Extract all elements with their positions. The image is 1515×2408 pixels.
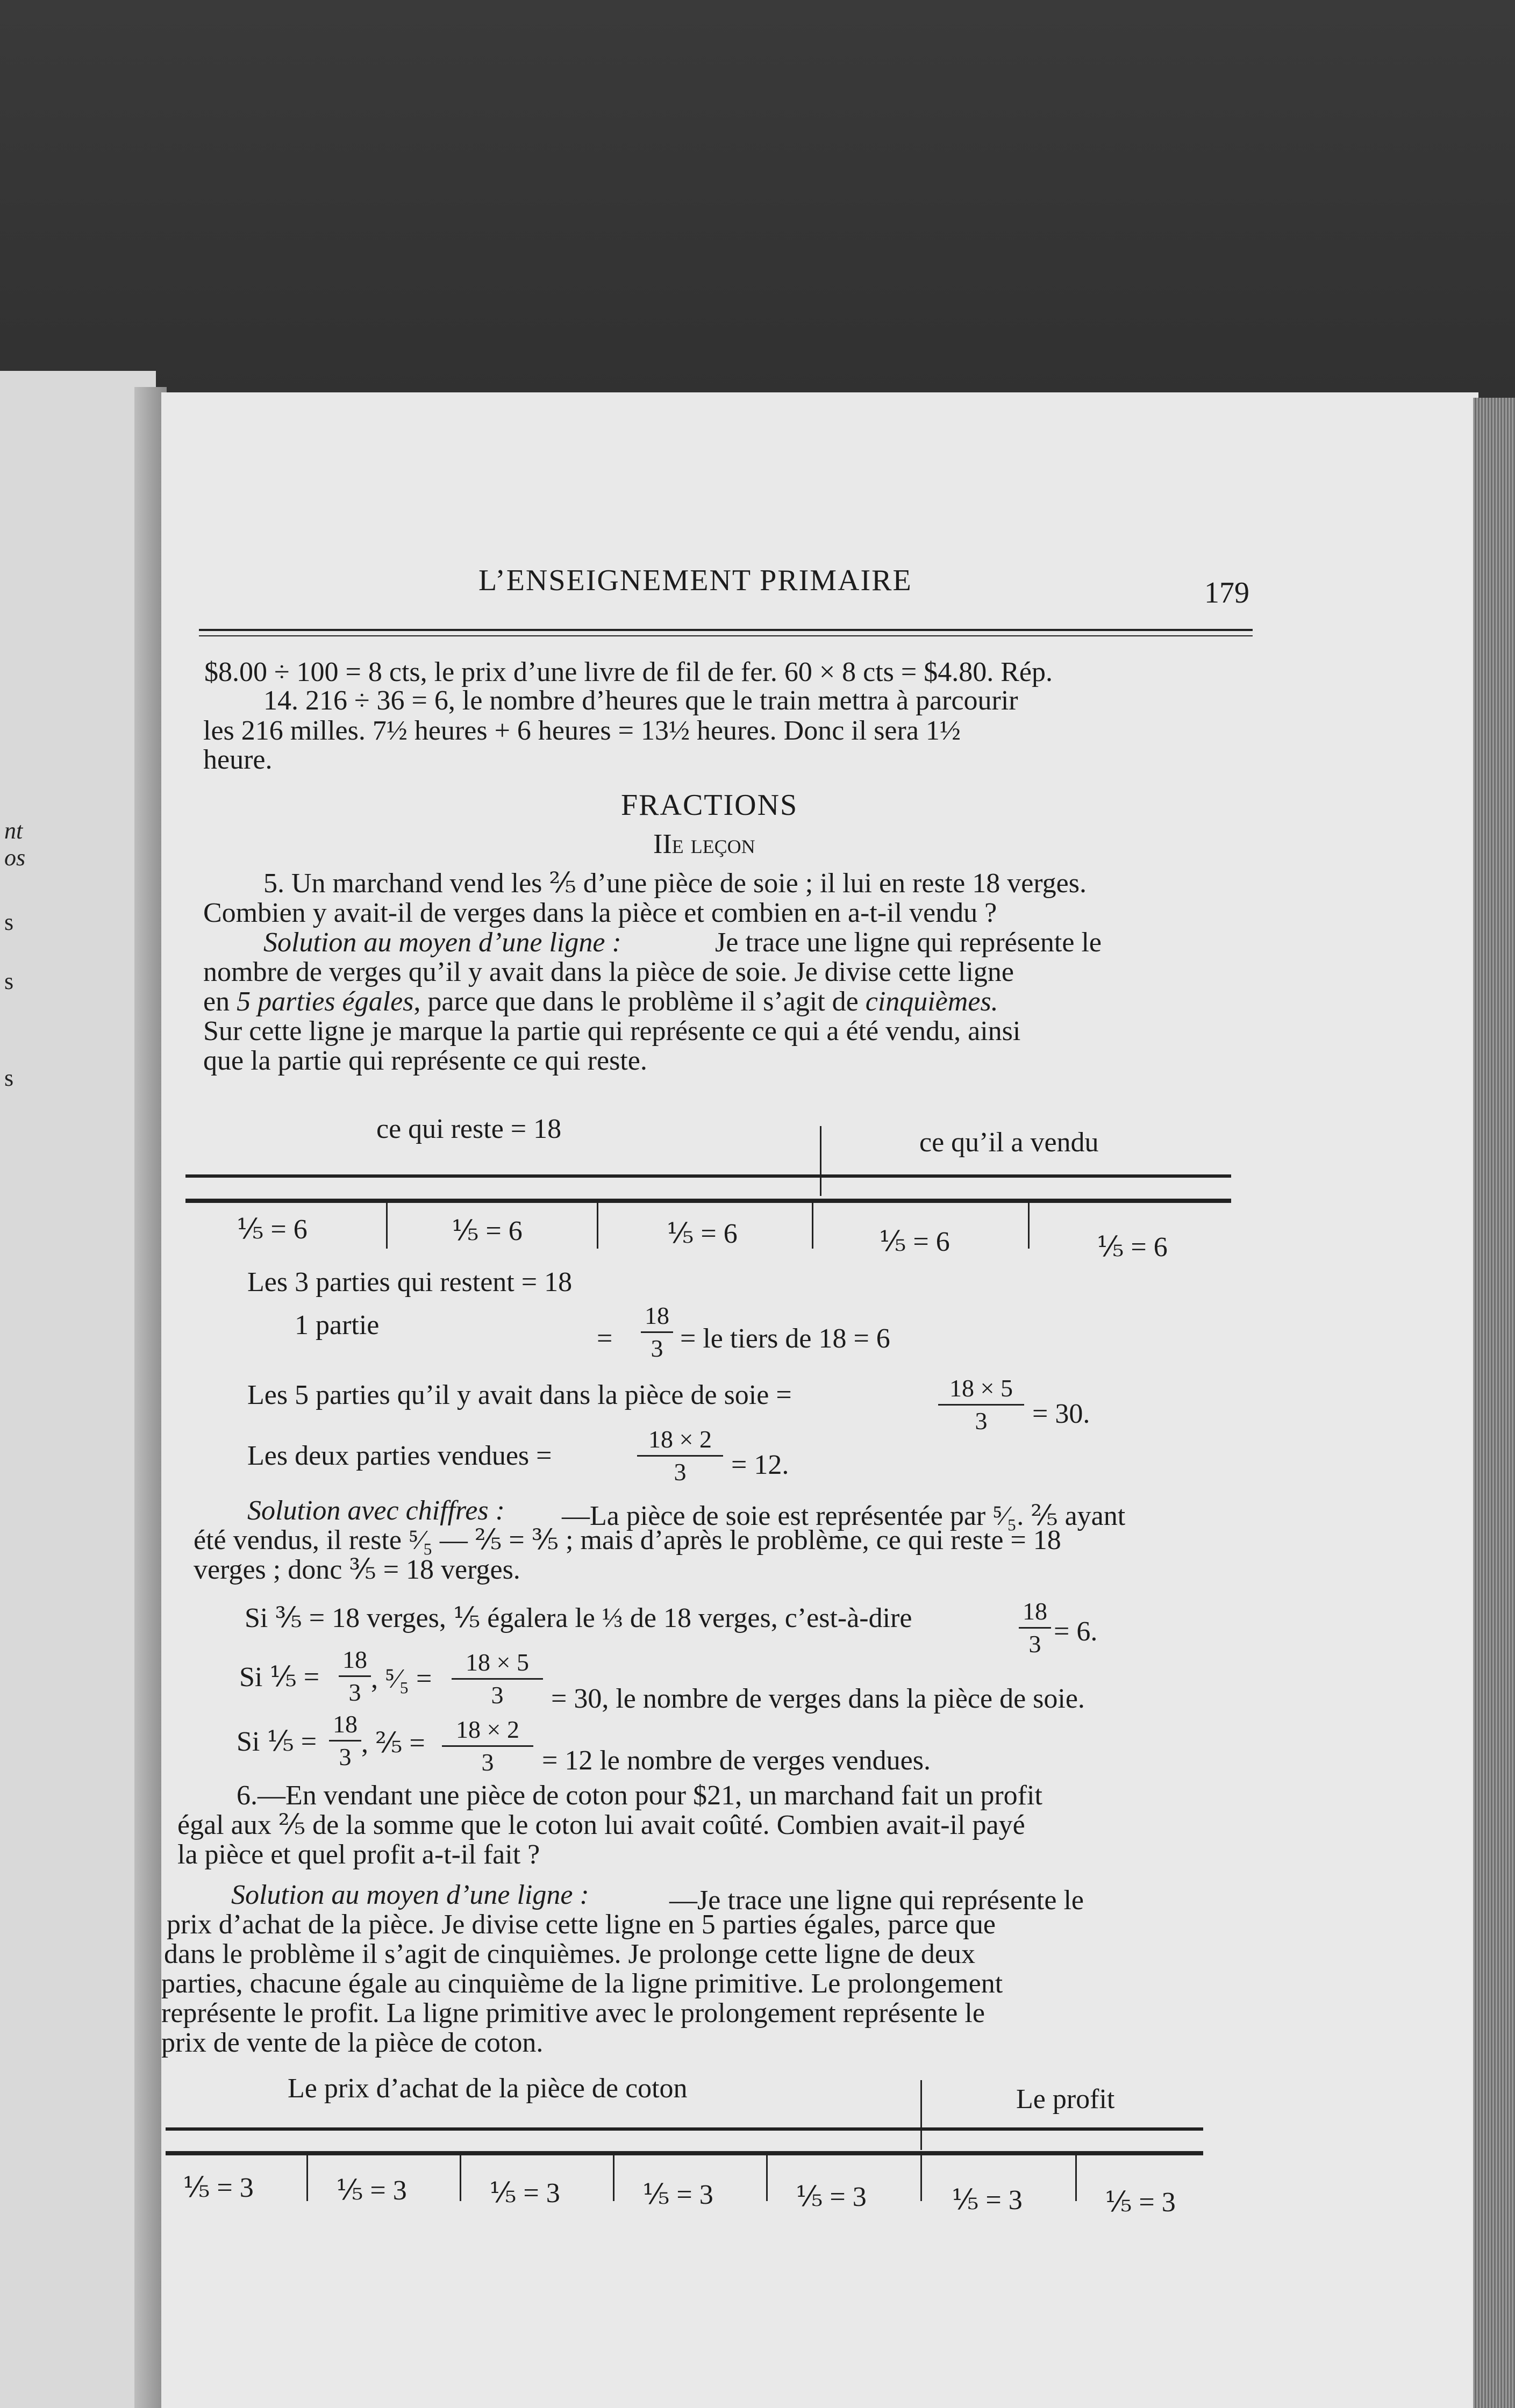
text-line: 5. Un marchand vend les ⅖ d’une pièce de soie ; il lui en reste 18 verges. — [263, 868, 1087, 899]
segment-label: ⅕ = 6 — [879, 1227, 950, 1257]
segment-divider — [460, 2155, 461, 2201]
segment-divider — [1028, 1203, 1030, 1249]
diagram-label-left: Le prix d’achat de la pièce de coton — [288, 2073, 688, 2104]
text-line: la pièce et quel profit a-t-il fait ? — [177, 1839, 540, 1870]
left-page — [0, 371, 156, 2408]
segment-label: ⅕ = 3 — [642, 2180, 713, 2210]
segment-label: ⅕ = 3 — [1105, 2187, 1176, 2218]
fraction: 18 3 — [329, 1712, 361, 1769]
text-line: égal aux ⅖ de la somme que le coton lui avait coûté. Combien avait-il payé — [177, 1810, 1025, 1840]
header-rule — [199, 629, 1253, 631]
text-line: —La pièce de soie est représentée par ⁵⁄₅. ⅖ ayant — [562, 1501, 1126, 1531]
segment-label: ⅕ = 6 — [667, 1219, 738, 1249]
segment-divider — [597, 1203, 598, 1249]
diagram-label-right: Le profit — [1016, 2084, 1115, 2115]
fraction: 18 × 5 3 — [938, 1376, 1024, 1434]
solution-label: Solution au moyen d’une ligne : — [263, 927, 621, 958]
text-line: heure. — [203, 744, 273, 775]
fraction: 18 × 2 3 — [637, 1427, 723, 1485]
segment-divider — [613, 2155, 614, 2201]
text-line: prix d’achat de la pièce. Je divise cette ligne en 5 parties égales, parce que — [167, 1909, 996, 1940]
text-line: Je trace une ligne qui représente le — [715, 927, 1102, 958]
page-stack-edge — [1473, 398, 1515, 2408]
segment-divider — [1075, 2155, 1077, 2201]
segment-label: ⅕ = 3 — [183, 2173, 254, 2203]
section-title: FRACTIONS — [621, 789, 798, 822]
diagram-label-left: ce qui reste = 18 — [376, 1114, 562, 1144]
text-line: verges ; donc ⅗ = 18 verges. — [194, 1554, 520, 1585]
diagram-label-right: ce qu’il a vendu — [919, 1127, 1099, 1158]
fraction: 18 × 2 3 — [442, 1717, 533, 1775]
text-line: Combien y avait-il de verges dans la pièce et combien en a-t-il vendu ? — [203, 898, 997, 928]
text-line: en 5 parties égales, parce que dans le problème il s’agit de cinquièmes. — [203, 986, 998, 1017]
segment-label: ⅕ = 6 — [452, 1216, 523, 1246]
fraction: 18 3 — [641, 1303, 673, 1361]
text-line: 14. 216 ÷ 36 = 6, le nombre d’heures que le train mettra à parcourir — [263, 685, 1018, 716]
header-rule-thin — [199, 635, 1253, 636]
diagram-line — [185, 1174, 1231, 1178]
margin-fragment: s — [4, 968, 14, 994]
text-line: prix de vente de la pièce de coton. — [161, 2027, 544, 2058]
margin-fragment: s — [4, 909, 14, 935]
calc-eq: = — [597, 1323, 613, 1354]
text-line: représente le profit. La ligne primitive avec le prolongement représente le — [161, 1998, 985, 2029]
calc-line: Les 3 parties qui restent = 18 — [247, 1267, 573, 1298]
page-number: 179 — [1204, 576, 1249, 610]
text-line: Sur cette ligne je marque la partie qui représente ce qui a été vendu, ainsi — [203, 1016, 1021, 1047]
diagram-divider — [920, 2080, 922, 2150]
calc-line: 1 partie — [295, 1310, 380, 1341]
text-line: nombre de verges qu’il y avait dans la pièce de soie. Je divise cette ligne — [203, 957, 1014, 987]
calc-line: Si ⅕ = — [237, 1726, 317, 1757]
segment-label: ⅕ = 3 — [796, 2182, 867, 2212]
diagram-divider — [820, 1126, 821, 1196]
segment-label: ⅕ = 3 — [489, 2178, 560, 2209]
text-line: —Je trace une ligne qui représente le — [669, 1885, 1084, 1916]
calc-line: = 12 le nombre de verges vendues. — [542, 1745, 931, 1776]
text-line: été vendus, il reste ⁵⁄₅ — ⅖ = ⅗ ; mais d’après le problème, ce qui reste = 18 — [194, 1525, 1061, 1556]
segment-label: ⅕ = 6 — [1097, 1232, 1168, 1263]
running-title: L’ENSEIGNEMENT PRIMAIRE — [478, 564, 912, 597]
solution-label: Solution au moyen d’une ligne : — [231, 1880, 589, 1910]
calc-line: = 12. — [731, 1450, 789, 1480]
segment-divider — [920, 2155, 922, 2201]
calc-line: , ⅖ = — [361, 1728, 425, 1759]
diagram-line-thick — [185, 1199, 1231, 1203]
calc-line: = le tiers de 18 = 6 — [680, 1323, 890, 1354]
margin-fragment: nt — [4, 818, 23, 844]
calc-line: = 30, le nombre de verges dans la pièce de soie. — [551, 1683, 1085, 1714]
segment-label: ⅕ = 3 — [336, 2175, 407, 2206]
segment-divider — [306, 2155, 308, 2201]
lesson-title: IIe leçon — [653, 829, 755, 859]
fraction: 18 3 — [1019, 1599, 1051, 1657]
text-line: parties, chacune égale au cinquième de la ligne primitive. Le prolongement — [161, 1968, 1003, 1999]
segment-label: ⅕ = 6 — [237, 1214, 308, 1245]
segment-divider — [386, 1203, 388, 1249]
text-line: les 216 milles. 7½ heures + 6 heures = 13½ heures. Donc il sera 1½ — [203, 715, 961, 746]
calc-line: Si ⅕ = — [239, 1662, 320, 1693]
segment-divider — [812, 1203, 813, 1249]
text-line: que la partie qui représente ce qui reste. — [203, 1045, 647, 1076]
calc-line: Les deux parties vendues = — [247, 1440, 552, 1471]
calc-line: = 6. — [1054, 1616, 1098, 1647]
calc-line: Si ⅗ = 18 verges, ⅕ égalera le ⅓ de 18 verges, c’est-à-dire — [245, 1603, 912, 1633]
text-line: 6.—En vendant une pièce de coton pour $21, un marchand fait un profit — [237, 1780, 1042, 1811]
segment-divider — [766, 2155, 768, 2201]
calc-line: = 30. — [1032, 1399, 1090, 1429]
text-line: $8.00 ÷ 100 = 8 cts, le prix d’une livre de fil de fer. 60 × 8 cts = $4.80. Rép. — [204, 657, 1053, 687]
solution-label: Solution avec chiffres : — [247, 1495, 505, 1526]
calc-line: , ⁵⁄₅ = — [371, 1664, 432, 1694]
margin-fragment: s — [4, 1065, 14, 1091]
text-line: dans le problème il s’agit de cinquièmes. Je prolonge cette ligne de deux — [164, 1939, 975, 1969]
fraction: 18 3 — [339, 1647, 371, 1705]
fraction: 18 × 5 3 — [452, 1650, 543, 1708]
calc-line: Les 5 parties qu’il y avait dans la pièce de soie = — [247, 1380, 792, 1410]
diagram-line-thick — [166, 2151, 1203, 2155]
segment-label: ⅕ = 3 — [952, 2185, 1023, 2216]
margin-fragment: os — [4, 844, 26, 871]
diagram-line — [166, 2127, 1203, 2131]
